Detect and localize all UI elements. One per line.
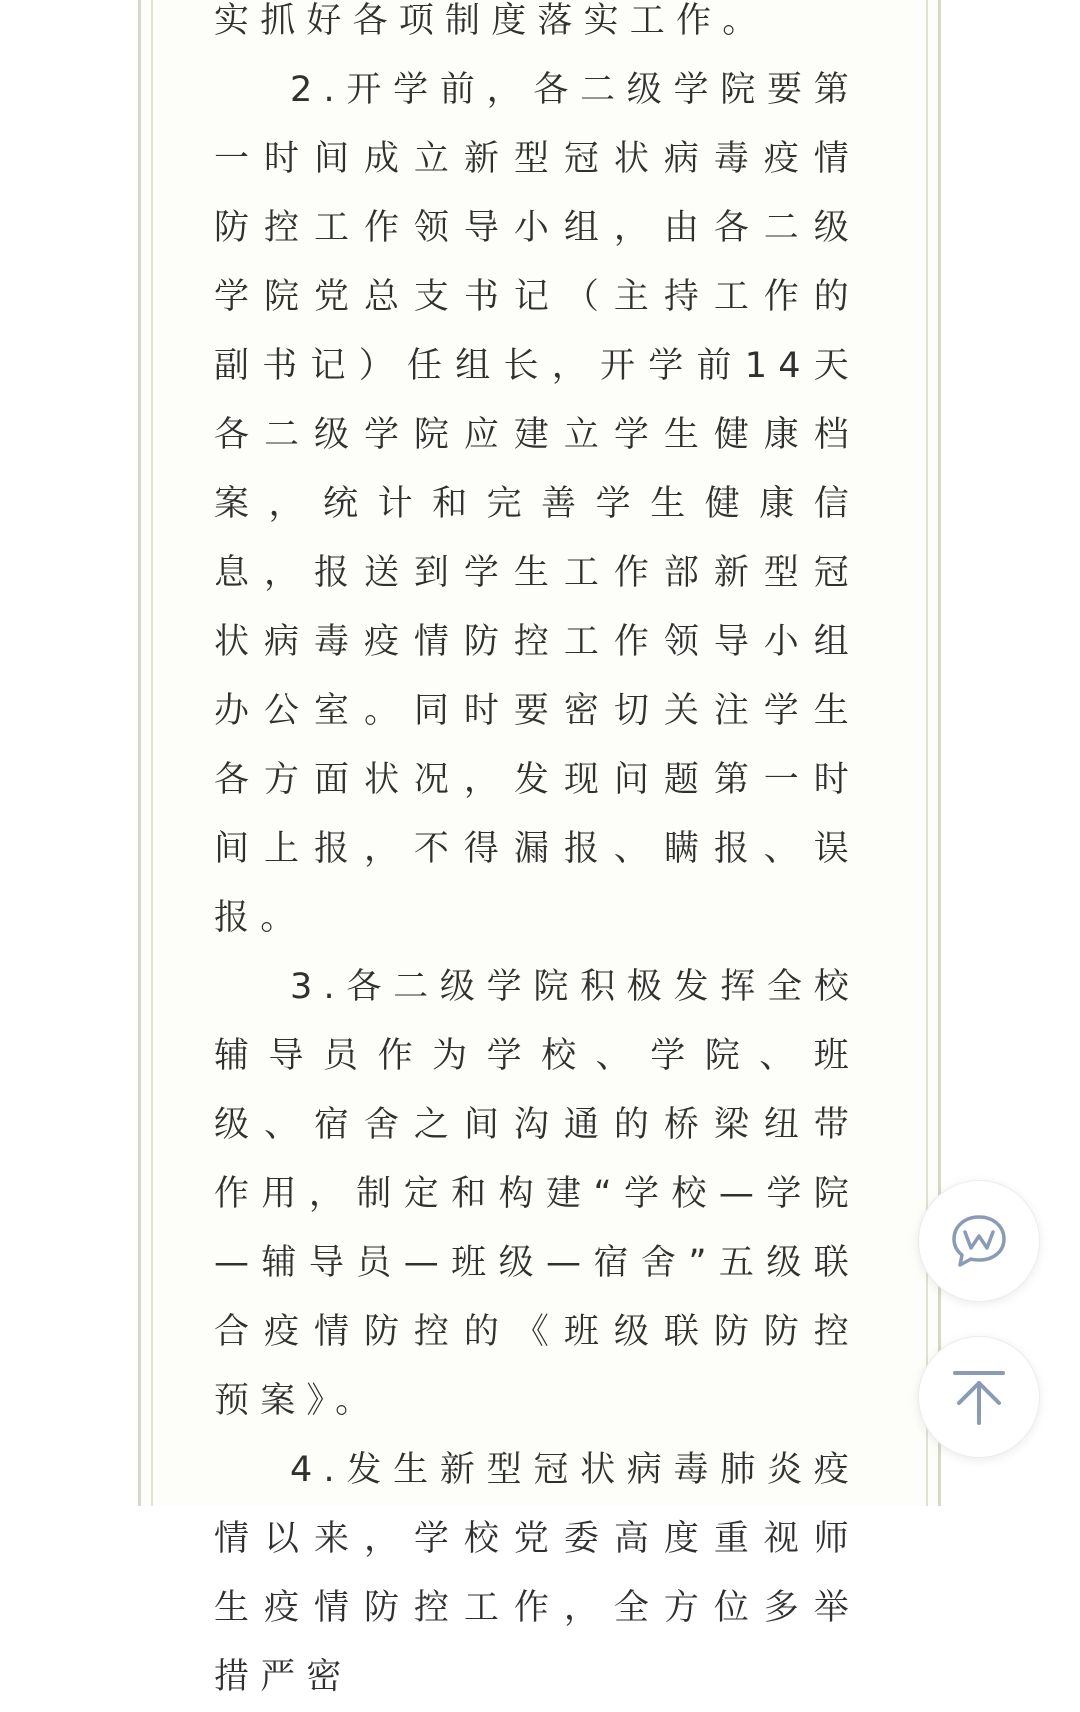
arrow-up-icon [949, 1365, 1009, 1429]
frame-border-right-inner [926, 0, 928, 1506]
article-paragraph: 3.各二级学院积极发挥全校辅导员作为学校、学院、班级、宿舍之间沟通的桥梁纽带作用，制定和构建“学校—学院—辅导员—班级—宿舍”五级联合疫情防控的《班级联防防控预案》。 [214, 967, 860, 1421]
comment-w-icon [947, 1209, 1011, 1273]
frame-border-left-outer [138, 0, 141, 1506]
article-paragraph: 2.开学前，各二级学院要第一时间成立新型冠状病毒疫情防控工作领导小组，由各二级学院党总支书记（主持工作的副书记）任组长，开学前14天各二级学院应建立学生健康档案，统计和完善学生健康信息，报送到学生工作部新型冠状病毒疫情防控工作领导小组办公室。同时要密切关注学生各方面状况，发现问题第一时间上报，不得漏报、瞒报、误报。 [214, 70, 860, 938]
back-to-top-button[interactable] [918, 1336, 1040, 1458]
article-paragraph: 实抓好各项制度落实工作。 [214, 1, 769, 41]
comment-button[interactable] [918, 1180, 1040, 1302]
article-body [214, 0, 860, 1712]
frame-border-left-inner [151, 0, 153, 1506]
article-paragraph: 4.发生新型冠状病毒肺炎疫情以来，学校党委高度重视师生疫情防控工作，全方位多举措严密 [214, 1450, 860, 1697]
